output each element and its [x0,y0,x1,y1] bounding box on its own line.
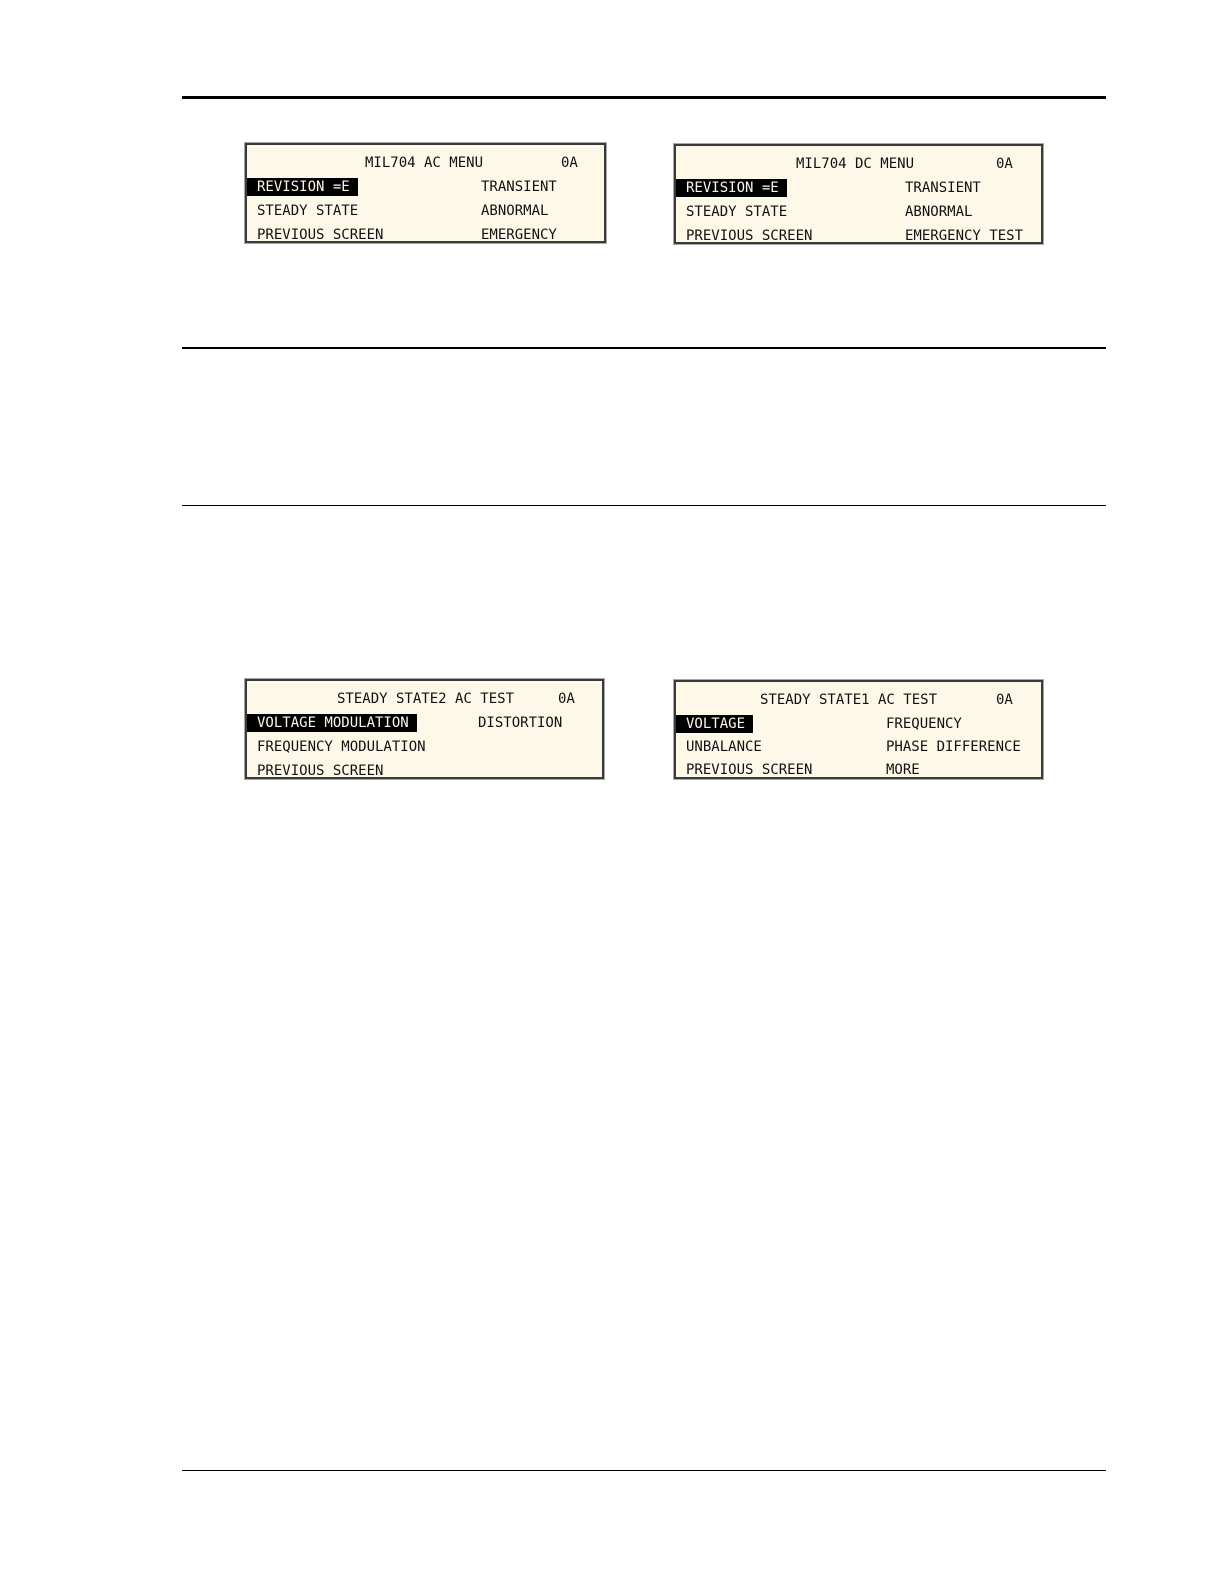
current-readout: 0A [996,156,1013,172]
menu-item-previous-screen[interactable]: PREVIOUS SCREEN [257,763,384,779]
menu-item-steady-state[interactable]: STEADY STATE [686,204,788,220]
lcd-screen-mil704-dc-menu [674,144,1043,244]
lcd-screen-steady-state1-ac-test [674,680,1043,779]
menu-item-voltage[interactable]: VOLTAGE [676,715,753,733]
current-readout: 0A [996,692,1013,708]
section-rule [182,347,1106,349]
screen-title: STEADY STATE1 AC TEST [760,692,938,708]
menu-item-more[interactable]: MORE [886,762,920,778]
lcd-screen-steady-state2-ac-test [245,679,604,779]
section-rule-thin [182,505,1106,506]
menu-item-phase-difference[interactable]: PHASE DIFFERENCE [886,739,1021,755]
menu-item-previous-screen[interactable]: PREVIOUS SCREEN [686,762,813,778]
menu-item-abnormal[interactable]: ABNORMAL [905,204,973,220]
menu-item-revision[interactable]: REVISION =E [676,179,787,197]
menu-item-revision[interactable]: REVISION =E [247,178,358,196]
menu-item-previous-screen[interactable]: PREVIOUS SCREEN [686,228,813,244]
header-rule [182,96,1106,99]
lcd-screen-mil704-ac-menu [245,143,606,243]
menu-item-frequency[interactable]: FREQUENCY [886,716,962,732]
footer-rule [182,1470,1106,1471]
menu-item-steady-state[interactable]: STEADY STATE [257,203,359,219]
menu-item-distortion[interactable]: DISTORTION [478,715,563,731]
current-readout: 0A [561,155,578,171]
menu-item-frequency-modulation[interactable]: FREQUENCY MODULATION [257,739,426,755]
menu-item-unbalance[interactable]: UNBALANCE [686,739,762,755]
menu-item-emergency[interactable]: EMERGENCY [481,227,557,243]
screen-title: MIL704 DC MENU [796,156,915,172]
screen-title: STEADY STATE2 AC TEST [337,691,515,707]
menu-item-abnormal[interactable]: ABNORMAL [481,203,549,219]
menu-item-emergency-test[interactable]: EMERGENCY TEST [905,228,1024,244]
current-readout: 0A [558,691,575,707]
menu-item-previous-screen[interactable]: PREVIOUS SCREEN [257,227,384,243]
menu-item-transient[interactable]: TRANSIENT [481,179,557,195]
menu-item-transient[interactable]: TRANSIENT [905,180,981,196]
menu-item-voltage-modulation[interactable]: VOLTAGE MODULATION [247,714,417,732]
screen-title: MIL704 AC MENU [365,155,484,171]
